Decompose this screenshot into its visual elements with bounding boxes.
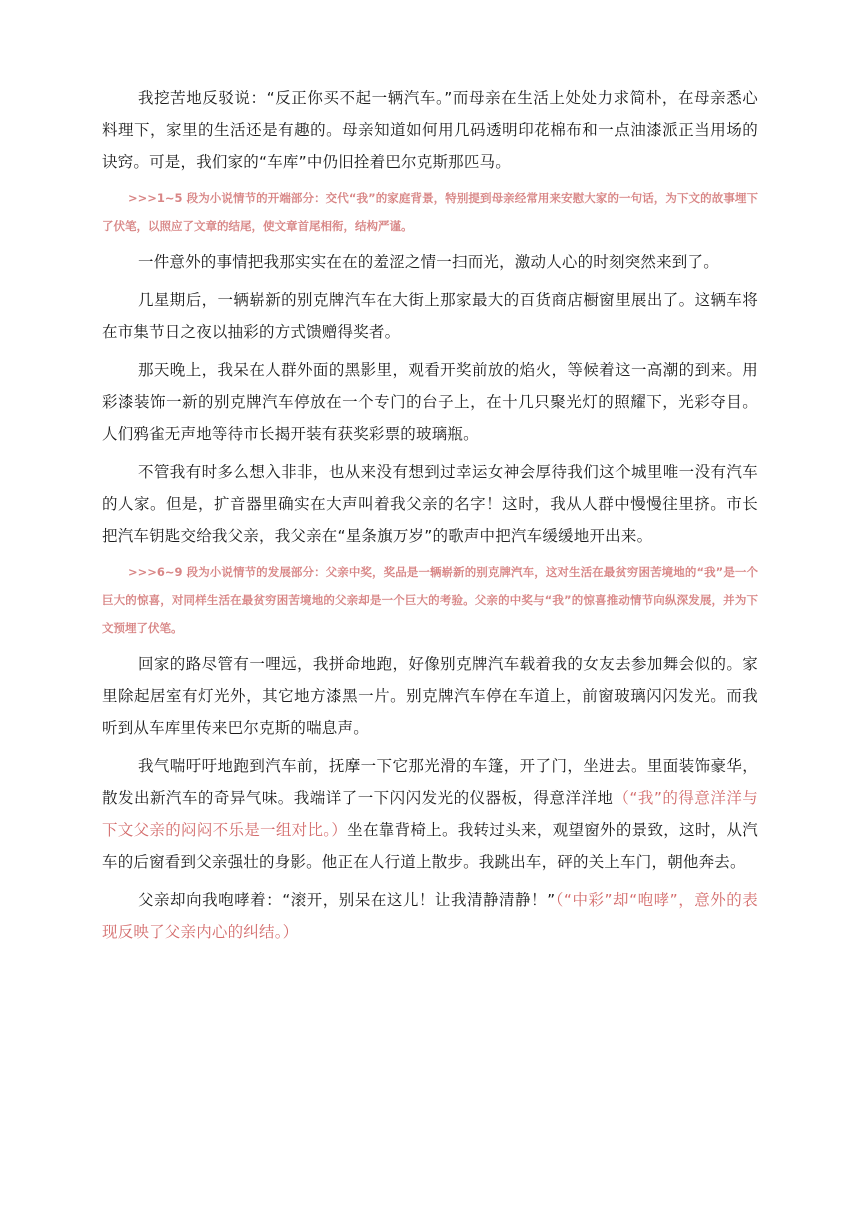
paragraph-7-text-a: 我气喘吁吁地跑到汽车前，抚摩一下它那光滑的车篷，开了门，坐进去。里面装饰豪华，散发出新汽车的奇异气味。我端详了一下闪闪发光的仪器板，得意洋洋地 (102, 757, 758, 807)
paragraph-4: 那天晚上，我呆在人群外面的黑影里，观看开奖前放的焰火，等候着这一高潮的到来。用彩漆装饰一新的别克牌汽车停放在一个专门的台子上，在十几只聚光灯的照耀下，光彩夺目。人们鸦雀无声地等待市长揭开装有获奖彩票的玻璃瓶。 (102, 361, 758, 443)
paragraph-6: 回家的路尽管有一哩远，我拼命地跑，好像别克牌汽车载着我的女友去参加舞会似的。家里除起居室有灯光外，其它地方漆黑一片。别克牌汽车停在车道上，前窗玻璃闪闪发光。而我听到从车库里传来巴尔克斯的喘息声。 (102, 655, 758, 737)
paragraph-8 (102, 884, 758, 948)
paragraph-7 (102, 750, 758, 878)
annotation-1: >>>1~5 段为小说情节的开端部分：交代“我”的家庭背景，特别提到母亲经常用来安慰大家的一句话，为下文的故事埋下了伏笔，以照应了文章的结尾，使文章首尾相衔，结构严谨。 (102, 191, 758, 233)
paragraph-5: 不管我有时多么想入非非，也从来没有想到过幸运女神会厚待我们这个城里唯一没有汽车的人家。但是，扩音器里确实在大声叫着我父亲的名字！这时，我从人群中慢慢往里挤。市长把汽车钥匙交给我父亲，我父亲在“星条旗万岁”的歌声中把汽车缓缓地开出来。 (102, 463, 758, 545)
paragraph-1: 我挖苦地反驳说：“反正你买不起一辆汽车。”而母亲在生活上处处力求简朴，在母亲悉心料理下，家里的生活还是有趣的。母亲知道如何用几码透明印花棉布和一点油漆派正当用场的诀窍。可是，我们家的“车库”中仍旧拴着巴尔克斯那匹马。 (102, 89, 758, 171)
annotation-2: >>>6~9 段为小说情节的发展部分：父亲中奖，奖品是一辆崭新的别克牌汽车，这对生活在最贫穷困苦境地的“我”是一个巨大的惊喜，对同样生活在最贫穷困苦境地的父亲却是一个巨大的考验。父亲的中奖与“我”的惊喜推动情节向纵深发展，并为下文预埋了伏笔。 (102, 565, 758, 635)
paragraph-7-text-b: 坐在靠背椅上。我转过头来，观望窗外的景致，这时，从汽车的后窗看到父亲强壮的身影。他正在人行道上散步。我跳出车，砰的关上车门，朝他奔去。 (102, 821, 759, 871)
paragraph-3: 几星期后，一辆崭新的别克牌汽车在大街上那家最大的百货商店橱窗里展出了。这辆车将在市集节日之夜以抽彩的方式馈赠得奖者。 (102, 291, 758, 341)
paragraph-2: 一件意外的事情把我那实实在在的羞涩之情一扫而光，激动人心的时刻突然来到了。 (138, 253, 719, 271)
inline-annotation-2: （“中彩”却“咆哮”，意外的表现反映了父亲内心的纠结。） (102, 891, 758, 941)
paragraph-8-text: 父亲却向我咆哮着：“滚开，别呆在这儿！让我清静清静！” (138, 891, 556, 909)
inline-annotation-1: （“我”的得意洋洋与下文父亲的闷闷不乐是一组对比。） (102, 789, 758, 839)
document-page (102, 82, 758, 954)
